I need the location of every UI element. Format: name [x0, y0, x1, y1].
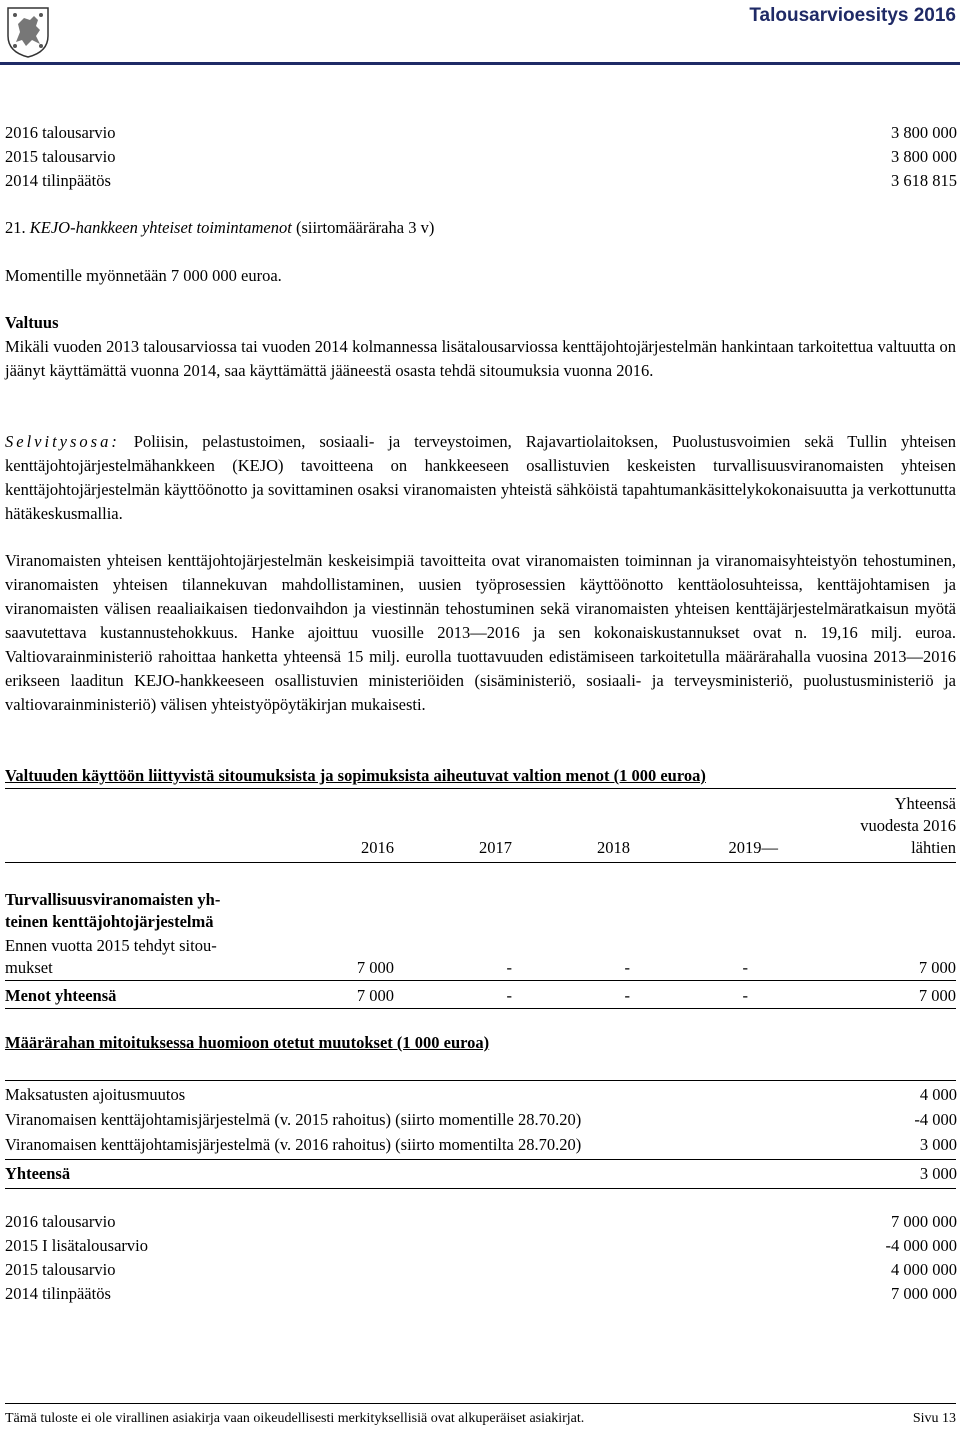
budget-row — [5, 145, 957, 169]
table-rule — [5, 980, 956, 981]
total-label: Menot yhteensä — [5, 986, 117, 1005]
total-value: - — [624, 986, 630, 1005]
total-value: 7 000 — [356, 986, 394, 1005]
budget-label: 2014 tilinpäätös — [5, 171, 111, 190]
budget-value: 3 618 815 — [891, 171, 957, 190]
heading-number: 21. — [5, 218, 26, 237]
row-value: - — [506, 958, 512, 977]
coat-of-arms-logo — [6, 6, 50, 58]
selvitys-label: Selvitysosa: — [5, 432, 120, 451]
selvitys-paragraph — [5, 430, 956, 526]
col-header-2019: 2019— — [728, 838, 778, 857]
total-value: 7 000 — [918, 986, 956, 1005]
objectives-paragraph: Viranomaisten yhteisen kenttäjohtojärjestelmän keskeisimpiä tavoitteita ovat viranomaisten toiminnan ja viranomaisyhteistyön tehostuminen, viranomaisten yhteisen tilannekuvan mahdollistaminen, uusien työprosessien käyttöönotto kenttäolosuhteissa, kenttäjohtamisen ja viranomaisten välisen reaaliaikaisen tiedonvaihdon ja viestinnän tehostuminen sekä viranomaisten yhteisen kenttäjärjestelmäratkaisun myötä saavutettava kustannustehokkuus. Hanke ajoittuu vuosille 2013—2016 ja sen kokonaiskustannukset ovat n. 19,16 milj. euroa. Valtiovarainministeriö rahoittaa hanketta yhteensä 15 milj. eurolla tuottavuuden edistämiseen tarkoitetulla määrärahalla vuosina 2013—2016 erikseen laaditun KEJO-hankkeeseen osallistuvien ministeriöiden (sisäministeriö, sosiaali- ja terveysministeriö, puolustusministeriö ja valtiovarainministeriö) välisen yhteistyöpöytäkirjan mukaisesti. — [5, 551, 956, 714]
col-header-2016: 2016 — [361, 838, 394, 857]
changes-row: Viranomaisen kenttäjohtamisjärjestelmä (v. 2016 rahoitus) (siirto momentilta 28.70.20) 3 000 — [5, 1135, 957, 1154]
table-rule — [5, 1080, 956, 1081]
page-number: Sivu 13 — [912, 1411, 956, 1426]
changes-row: Maksatusten ajoitusmuutos 4 000 — [5, 1085, 957, 1104]
total-value: - — [506, 986, 512, 1005]
col-header-2017: 2017 — [479, 838, 512, 857]
budget-row: 2015 I lisätalousarvio -4 000 000 — [5, 1236, 957, 1255]
heading-subtitle: (siirtomääräraha 3 v) — [295, 218, 435, 237]
selvitys-text: Poliisin, pelastustoimen, sosiaali- ja terveystoimen, Rajavartiolaitoksen, Puolustusvoimien sekä Tullin yhteisen kenttäjohtojärjestelmähankkeen (KEJO) tavoitteena on hankkeeseen osallistuvien keskeisten turvallisuusviranomaisten yhteisen kenttäjohtojärjestelmän käyttöönotto ja sovittaminen osaksi viranomaisten yhteistä sähköistä tapahtumankäsittelykokonaisuutta ja verkottunutta hätäkeskusmallia. — [5, 432, 956, 523]
changes-table-title: Määrärahan mitoituksessa huomioon otetut muutokset (1 000 euroa) — [5, 1033, 490, 1052]
appropriation-text: Momentille myönnetään 7 000 000 euroa. — [5, 266, 282, 285]
budget-row: 2015 talousarvio 4 000 000 — [5, 1260, 957, 1279]
table-rule — [5, 862, 956, 863]
budget-value: 3 800 000 — [891, 147, 957, 166]
header-title: Talousarvioesitys 2016 — [749, 5, 956, 26]
col-header-2018: 2018 — [597, 838, 630, 857]
row-label-2: mukset — [5, 958, 53, 977]
total-col-header-2: vuodesta 2016 — [860, 816, 956, 835]
budget-row — [5, 121, 957, 145]
budget-value: 3 800 000 — [891, 123, 957, 142]
budget-row — [5, 169, 957, 193]
total-value: - — [742, 986, 748, 1005]
header-rule — [0, 62, 960, 65]
row-value: - — [624, 958, 630, 977]
group-label-1: Turvallisuusviranomaisten yh- — [5, 890, 221, 909]
budget-row: 2016 talousarvio 7 000 000 — [5, 1212, 957, 1231]
footer-rule — [5, 1403, 956, 1404]
table-rule — [5, 1008, 956, 1009]
row-value: 7 000 — [918, 958, 956, 977]
footer — [5, 1407, 956, 1431]
section-heading — [5, 216, 957, 240]
heading-title: KEJO-hankkeen yhteiset toimintamenot — [29, 218, 292, 237]
commitments-table-title: Valtuuden käyttöön liittyvistä sitoumuksista ja sopimuksista aiheutuvat valtion menot (1 000 euroa) — [5, 766, 706, 785]
table-rule — [5, 788, 956, 789]
total-col-header-3: lähtien — [911, 838, 956, 857]
total-col-header-1: Yhteensä — [894, 794, 956, 813]
budget-label: 2016 talousarvio — [5, 123, 116, 142]
footer-disclaimer: Tämä tuloste ei ole virallinen asiakirja vaan oikeudellisesti merkityksellisiä ovat alkuperäiset asiakirjat. — [5, 1411, 585, 1426]
table-rule — [5, 1188, 956, 1189]
row-value: - — [742, 958, 748, 977]
group-label-2: teinen kenttäjohtojärjestelmä — [5, 912, 214, 931]
table-rule — [5, 1159, 956, 1160]
changes-total-row: Yhteensä 3 000 — [5, 1164, 957, 1183]
budget-label: 2015 talousarvio — [5, 147, 116, 166]
row-label-1: Ennen vuotta 2015 tehdyt sitou- — [5, 936, 217, 955]
row-value: 7 000 — [356, 958, 394, 977]
valtuus-title: Valtuus — [5, 313, 59, 332]
changes-row: Viranomaisen kenttäjohtamisjärjestelmä (v. 2015 rahoitus) (siirto momentille 28.70.20) -4 000 — [5, 1110, 957, 1129]
valtuus-paragraph: Mikäli vuoden 2013 talousarviossa tai vuoden 2014 kolmannessa lisätalousarviossa kenttäjohtojärjestelmän hankintaan tarkoitettua valtuutta on jäänyt käyttämättä vuonna 2014, saa käyttämättä jääneestä osasta tehdä sitoumuksia vuonna 2016. — [5, 337, 956, 380]
budget-row: 2014 tilinpäätös 7 000 000 — [5, 1284, 957, 1303]
